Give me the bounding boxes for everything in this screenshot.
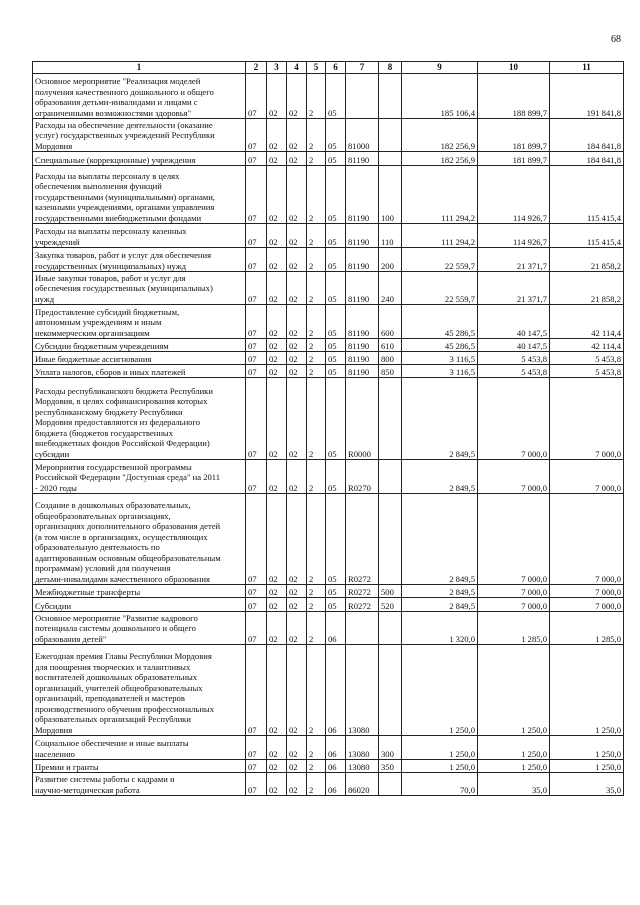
code-cell: 02: [287, 352, 307, 365]
code-cell: [379, 74, 402, 119]
code-cell: 02: [267, 645, 287, 736]
code-cell: 02: [267, 460, 287, 494]
table-row: [33, 339, 624, 352]
row-name-cell: Социальное обеспечение и иные выплаты населению: [33, 736, 246, 760]
code-cell: 81190: [346, 272, 379, 305]
table-row: [33, 365, 624, 378]
code-cell: 07: [246, 166, 267, 224]
code-cell: 05: [326, 365, 346, 378]
code-cell: 05: [326, 339, 346, 352]
code-cell: 2: [307, 152, 326, 166]
row-name-cell: Субсидии: [33, 598, 246, 612]
amount-cell: 42 114,4: [550, 305, 624, 339]
amount-cell: 7 000,0: [550, 460, 624, 494]
code-cell: 2: [307, 378, 326, 460]
row-name-cell: Закупка товаров, работ и услуг для обеспечения государственных (муниципальных) нужд: [33, 248, 246, 272]
table-row: [33, 645, 624, 736]
row-name-cell: Премии и гранты: [33, 760, 246, 773]
table-row: [33, 612, 624, 645]
code-cell: 2: [307, 119, 326, 152]
code-cell: 06: [326, 736, 346, 760]
code-cell: 02: [267, 305, 287, 339]
amount-cell: 22 559,7: [402, 248, 478, 272]
code-cell: 02: [267, 352, 287, 365]
code-cell: 81190: [346, 248, 379, 272]
code-cell: 520: [379, 598, 402, 612]
table-body: [33, 74, 624, 796]
code-cell: 02: [267, 598, 287, 612]
amount-cell: 115 415,4: [550, 224, 624, 248]
table-row: [33, 248, 624, 272]
row-name-cell: Субсидии бюджетным учреждениям: [33, 339, 246, 352]
code-cell: 800: [379, 352, 402, 365]
amount-cell: 111 294,2: [402, 166, 478, 224]
code-cell: 300: [379, 736, 402, 760]
amount-cell: 1 250,0: [550, 645, 624, 736]
code-cell: 81190: [346, 166, 379, 224]
code-cell: 610: [379, 339, 402, 352]
code-cell: 07: [246, 612, 267, 645]
code-cell: 07: [246, 248, 267, 272]
code-cell: 07: [246, 339, 267, 352]
col-header: 7: [346, 62, 379, 74]
code-cell: 07: [246, 773, 267, 796]
table-row: [33, 460, 624, 494]
code-cell: 07: [246, 598, 267, 612]
code-cell: 07: [246, 494, 267, 585]
amount-cell: 1 250,0: [402, 760, 478, 773]
code-cell: 02: [267, 378, 287, 460]
table-row: [33, 736, 624, 760]
col-header: 4: [287, 62, 307, 74]
code-cell: 2: [307, 352, 326, 365]
code-cell: 05: [326, 352, 346, 365]
code-cell: 110: [379, 224, 402, 248]
amount-cell: 181 899,7: [478, 152, 550, 166]
code-cell: 07: [246, 585, 267, 598]
table-row: [33, 152, 624, 166]
code-cell: 100: [379, 166, 402, 224]
code-cell: 02: [267, 74, 287, 119]
amount-cell: 2 849,5: [402, 598, 478, 612]
code-cell: 05: [326, 152, 346, 166]
code-cell: [379, 773, 402, 796]
code-cell: 02: [287, 166, 307, 224]
row-name-cell: Ежегодная премия Главы Республики Мордовия для поощрения творческих и талантливых воспитателей дошкольных образовательных организаций, учителей общеобразовательных организаций, преподавателей и мастеров производственного обучения профессиональных образовательных организаций Республики Мордовия: [33, 645, 246, 736]
code-cell: 02: [287, 74, 307, 119]
code-cell: 05: [326, 119, 346, 152]
amount-cell: 181 899,7: [478, 119, 550, 152]
code-cell: 07: [246, 272, 267, 305]
code-cell: 2: [307, 74, 326, 119]
amount-cell: 184 841,8: [550, 119, 624, 152]
code-cell: 86020: [346, 773, 379, 796]
amount-cell: 22 559,7: [402, 272, 478, 305]
col-header: 11: [550, 62, 624, 74]
code-cell: 06: [326, 645, 346, 736]
code-cell: 02: [287, 365, 307, 378]
amount-cell: 40 147,5: [478, 339, 550, 352]
amount-cell: 1 250,0: [402, 645, 478, 736]
code-cell: 07: [246, 460, 267, 494]
amount-cell: 1 320,0: [402, 612, 478, 645]
code-cell: 02: [287, 152, 307, 166]
amount-cell: 185 106,4: [402, 74, 478, 119]
code-cell: 02: [267, 365, 287, 378]
col-header: 5: [307, 62, 326, 74]
code-cell: 02: [267, 612, 287, 645]
code-cell: 07: [246, 119, 267, 152]
code-cell: [379, 378, 402, 460]
code-cell: 02: [287, 460, 307, 494]
code-cell: 2: [307, 585, 326, 598]
code-cell: 81190: [346, 352, 379, 365]
amount-cell: 21 858,2: [550, 248, 624, 272]
row-name-cell: Расходы республиканского бюджета Республики Мордовия, в целях софинансирования которых республиканскому бюджету Республики Мордовия предоставляются из федерального бюджета (бюджетов государственных внебюджетных фондов Российской Федерации) субсидии: [33, 378, 246, 460]
code-cell: 06: [326, 612, 346, 645]
amount-cell: 2 849,5: [402, 585, 478, 598]
code-cell: 02: [287, 248, 307, 272]
code-cell: [379, 645, 402, 736]
amount-cell: 7 000,0: [478, 585, 550, 598]
table-row: [33, 272, 624, 305]
code-cell: R0272: [346, 598, 379, 612]
code-cell: 02: [267, 773, 287, 796]
code-cell: 07: [246, 378, 267, 460]
amount-cell: 1 250,0: [550, 760, 624, 773]
page-number: 68: [611, 34, 621, 45]
col-header: 6: [326, 62, 346, 74]
code-cell: 240: [379, 272, 402, 305]
code-cell: 02: [267, 736, 287, 760]
code-cell: 07: [246, 152, 267, 166]
amount-cell: 1 250,0: [402, 736, 478, 760]
code-cell: 2: [307, 305, 326, 339]
code-cell: 02: [287, 305, 307, 339]
code-cell: 07: [246, 74, 267, 119]
code-cell: 81190: [346, 365, 379, 378]
code-cell: [346, 74, 379, 119]
row-name-cell: Предоставление субсидий бюджетным, автономным учреждениям и иным некоммерческим организациям: [33, 305, 246, 339]
code-cell: 81190: [346, 339, 379, 352]
amount-cell: 2 849,5: [402, 378, 478, 460]
code-cell: 02: [267, 760, 287, 773]
code-cell: 2: [307, 166, 326, 224]
code-cell: R0270: [346, 460, 379, 494]
amount-cell: 114 926,7: [478, 224, 550, 248]
code-cell: 02: [287, 612, 307, 645]
code-cell: 02: [287, 736, 307, 760]
code-cell: 2: [307, 612, 326, 645]
amount-cell: 111 294,2: [402, 224, 478, 248]
col-header: 10: [478, 62, 550, 74]
code-cell: 600: [379, 305, 402, 339]
amount-cell: 1 285,0: [550, 612, 624, 645]
code-cell: 13080: [346, 760, 379, 773]
table-row: [33, 773, 624, 796]
code-cell: 81190: [346, 305, 379, 339]
code-cell: 02: [267, 152, 287, 166]
header-row: [33, 62, 624, 74]
table-row: [33, 74, 624, 119]
table-row: [33, 598, 624, 612]
code-cell: 850: [379, 365, 402, 378]
code-cell: [379, 494, 402, 585]
amount-cell: 3 116,5: [402, 365, 478, 378]
code-cell: 2: [307, 598, 326, 612]
amount-cell: 1 250,0: [478, 760, 550, 773]
code-cell: 2: [307, 760, 326, 773]
code-cell: R0272: [346, 494, 379, 585]
code-cell: 2: [307, 339, 326, 352]
amount-cell: 7 000,0: [550, 378, 624, 460]
table-row: [33, 166, 624, 224]
row-name-cell: Иные бюджетные ассигнования: [33, 352, 246, 365]
code-cell: 05: [326, 272, 346, 305]
row-name-cell: Основное мероприятие "Реализация моделей получения качественного дошкольного и общего образования детьми-инвалидами и лицами с ограниченными возможностями здоровья": [33, 74, 246, 119]
amount-cell: 5 453,8: [478, 352, 550, 365]
code-cell: 05: [326, 74, 346, 119]
table-row: [33, 119, 624, 152]
code-cell: 2: [307, 736, 326, 760]
code-cell: 2: [307, 494, 326, 585]
col-header: 2: [246, 62, 267, 74]
amount-cell: 1 250,0: [550, 736, 624, 760]
amount-cell: 21 371,7: [478, 248, 550, 272]
code-cell: 05: [326, 494, 346, 585]
amount-cell: 7 000,0: [478, 378, 550, 460]
amount-cell: 2 849,5: [402, 460, 478, 494]
code-cell: 07: [246, 736, 267, 760]
amount-cell: 35,0: [550, 773, 624, 796]
amount-cell: 42 114,4: [550, 339, 624, 352]
code-cell: R0000: [346, 378, 379, 460]
code-cell: 2: [307, 365, 326, 378]
budget-table: [32, 61, 624, 796]
code-cell: 02: [267, 339, 287, 352]
code-cell: 07: [246, 224, 267, 248]
row-name-cell: Мероприятия государственной программы Российской Федерации "Доступная среда" на 2011 - 2020 годы: [33, 460, 246, 494]
table-row: [33, 585, 624, 598]
amount-cell: 70,0: [402, 773, 478, 796]
col-header: 1: [33, 62, 246, 74]
code-cell: 02: [287, 773, 307, 796]
amount-cell: 191 841,8: [550, 74, 624, 119]
amount-cell: 3 116,5: [402, 352, 478, 365]
amount-cell: 5 453,8: [550, 352, 624, 365]
amount-cell: 188 899,7: [478, 74, 550, 119]
amount-cell: 21 858,2: [550, 272, 624, 305]
table-row: [33, 760, 624, 773]
code-cell: 02: [287, 494, 307, 585]
row-name-cell: Межбюджетные трансферты: [33, 585, 246, 598]
table-row: [33, 352, 624, 365]
code-cell: 05: [326, 248, 346, 272]
code-cell: [379, 612, 402, 645]
amount-cell: 5 453,8: [478, 365, 550, 378]
row-name-cell: Уплата налогов, сборов и иных платежей: [33, 365, 246, 378]
code-cell: 02: [267, 272, 287, 305]
code-cell: 02: [267, 585, 287, 598]
code-cell: [379, 460, 402, 494]
row-name-cell: Создание в дошкольных образовательных, общеобразовательных организациях, организациях дополнительного образования детей (в том числе в организациях, осуществляющих образовательную деятельность по адаптированным основным общеобразовательным программам) условий для получения детьми-инвалидами качественного образования: [33, 494, 246, 585]
code-cell: 02: [287, 339, 307, 352]
row-name-cell: Развитие системы работы с кадрами и научно-методическая работа: [33, 773, 246, 796]
amount-cell: 115 415,4: [550, 166, 624, 224]
row-name-cell: Специальные (коррекционные) учреждения: [33, 152, 246, 166]
code-cell: 02: [287, 585, 307, 598]
col-header: 9: [402, 62, 478, 74]
code-cell: 05: [326, 166, 346, 224]
amount-cell: 5 453,8: [550, 365, 624, 378]
row-name-cell: Иные закупки товаров, работ и услуг для обеспечения государственных (муниципальных) нужд: [33, 272, 246, 305]
amount-cell: 40 147,5: [478, 305, 550, 339]
code-cell: 200: [379, 248, 402, 272]
code-cell: 05: [326, 378, 346, 460]
code-cell: 02: [287, 119, 307, 152]
table-row: [33, 224, 624, 248]
code-cell: 2: [307, 460, 326, 494]
row-name-cell: Основное мероприятие "Развитие кадрового потенциала системы дошкольного и общего образования детей": [33, 612, 246, 645]
code-cell: 02: [287, 272, 307, 305]
row-name-cell: Расходы на выплаты персоналу в целях обеспечения выполнения функций государственными (муниципальными) органами, казенными учреждениями, органами управления государственными внебюджетными фондами: [33, 166, 246, 224]
amount-cell: 45 286,5: [402, 305, 478, 339]
amount-cell: 7 000,0: [478, 460, 550, 494]
table-row: [33, 305, 624, 339]
code-cell: [379, 152, 402, 166]
code-cell: 81000: [346, 119, 379, 152]
code-cell: 07: [246, 645, 267, 736]
code-cell: 2: [307, 645, 326, 736]
amount-cell: 7 000,0: [478, 494, 550, 585]
code-cell: 81190: [346, 224, 379, 248]
amount-cell: 1 250,0: [478, 645, 550, 736]
code-cell: 02: [287, 760, 307, 773]
code-cell: 350: [379, 760, 402, 773]
code-cell: R0272: [346, 585, 379, 598]
amount-cell: 182 256,9: [402, 119, 478, 152]
amount-cell: 7 000,0: [550, 598, 624, 612]
code-cell: 2: [307, 248, 326, 272]
code-cell: 05: [326, 460, 346, 494]
code-cell: 05: [326, 305, 346, 339]
code-cell: 02: [287, 378, 307, 460]
code-cell: 06: [326, 760, 346, 773]
table-row: [33, 378, 624, 460]
code-cell: 02: [267, 248, 287, 272]
code-cell: 07: [246, 365, 267, 378]
amount-cell: 184 841,8: [550, 152, 624, 166]
amount-cell: 21 371,7: [478, 272, 550, 305]
code-cell: 2: [307, 224, 326, 248]
code-cell: 06: [326, 773, 346, 796]
code-cell: 02: [287, 645, 307, 736]
amount-cell: 45 286,5: [402, 339, 478, 352]
amount-cell: 1 250,0: [478, 736, 550, 760]
code-cell: 02: [267, 119, 287, 152]
code-cell: 02: [267, 494, 287, 585]
amount-cell: 7 000,0: [550, 494, 624, 585]
amount-cell: 114 926,7: [478, 166, 550, 224]
code-cell: 05: [326, 224, 346, 248]
amount-cell: 182 256,9: [402, 152, 478, 166]
code-cell: [346, 612, 379, 645]
code-cell: 2: [307, 773, 326, 796]
code-cell: 500: [379, 585, 402, 598]
amount-cell: 2 849,5: [402, 494, 478, 585]
code-cell: 2: [307, 272, 326, 305]
row-name-cell: Расходы на выплаты персоналу казенных учреждений: [33, 224, 246, 248]
amount-cell: 1 285,0: [478, 612, 550, 645]
code-cell: 02: [287, 598, 307, 612]
code-cell: 81190: [346, 152, 379, 166]
amount-cell: 7 000,0: [550, 585, 624, 598]
code-cell: 05: [326, 598, 346, 612]
code-cell: 07: [246, 305, 267, 339]
amount-cell: 35,0: [478, 773, 550, 796]
code-cell: 13080: [346, 645, 379, 736]
code-cell: 07: [246, 352, 267, 365]
code-cell: 13080: [346, 736, 379, 760]
col-header: 3: [267, 62, 287, 74]
code-cell: 02: [267, 224, 287, 248]
code-cell: 05: [326, 585, 346, 598]
row-name-cell: Расходы на обеспечение деятельности (оказание услуг) государственных учреждений Республики Мордовия: [33, 119, 246, 152]
code-cell: 02: [287, 224, 307, 248]
col-header: 8: [379, 62, 402, 74]
table-row: [33, 494, 624, 585]
amount-cell: 7 000,0: [478, 598, 550, 612]
code-cell: [379, 119, 402, 152]
code-cell: 02: [267, 166, 287, 224]
code-cell: 07: [246, 760, 267, 773]
